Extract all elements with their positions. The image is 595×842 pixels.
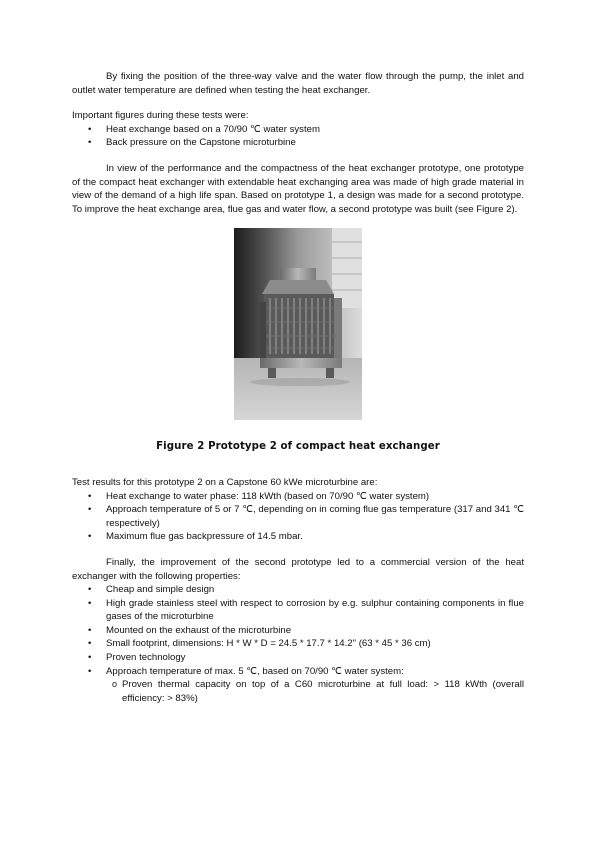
list-item: • Approach temperature of max. 5 ℃, based on 70/90 ℃ water system: [72,665,524,679]
list-item: • Proven technology [72,651,524,665]
list-item: • Back pressure on the Capstone microturbine [72,136,524,150]
commercial-paragraph: Finally, the improvement of the second prototype led to a commercial version of the heat exchanger with the following properties: [72,556,524,582]
intro-paragraph-1: By fixing the position of the three-way valve and the water flow through the pump, the inlet and outlet water temperature are defined when testing the heat exchanger. [72,71,524,96]
list-item: • Heat exchange based on a 70/90 ℃ water system [72,123,524,137]
list-item: • Approach temperature of 5 or 7 ℃, depending on in coming flue gas temperature (317 and 341 ℃ respectively) [72,503,524,530]
test-results-list [72,490,524,544]
intro-paragraph-3: In view of the performance and the compactness of the heat exchanger prototype, one prototype of the compact heat exchanger with extendable heat exchanging area was made of high grade material in view of the demand of a high life span. Based on prototype 1, a design was made for a second prototype. To improve the heat exchange area, flue gas and water flow, a second prototype was built (see Figure 2). [72,162,524,215]
test-figures-list [72,123,524,150]
document-page [72,70,524,705]
figure-caption: Figure 2 Prototype 2 of compact heat exchanger [156,441,440,453]
list-item: • Mounted on the exhaust of the microturbine [72,624,524,638]
heat-exchanger-illustration [234,228,362,420]
list-item: • High grade stainless steel with respect to corrosion by e.g. sulphur containing components in flue gases of the microturbine [72,597,524,624]
list-item: • Cheap and simple design [72,583,524,597]
figure-2 [72,228,524,420]
list-item: • Heat exchange to water phase: 118 kWth (based on 70/90 ℃ water system) [72,490,524,504]
results-paragraph: Test results for this prototype 2 on a Capstone 60 kWe microturbine are: [72,476,378,488]
list-item: • Small footprint, dimensions: H * W * D = 24.5 * 17.7 * 14.2" (63 * 45 * 36 cm) [72,637,524,651]
heat-exchanger-photo [234,228,362,420]
list-item: o Proven thermal capacity on top of a C60 microturbine at full load: > 118 kWth (overall efficiency: > 83%) [72,678,524,705]
list-item: • Maximum flue gas backpressure of 14.5 mbar. [72,530,524,544]
intro-paragraph-2: Important figures during these tests were: [72,110,249,122]
approach-temperature-sublist [72,678,524,705]
commercial-properties-list [72,583,524,678]
